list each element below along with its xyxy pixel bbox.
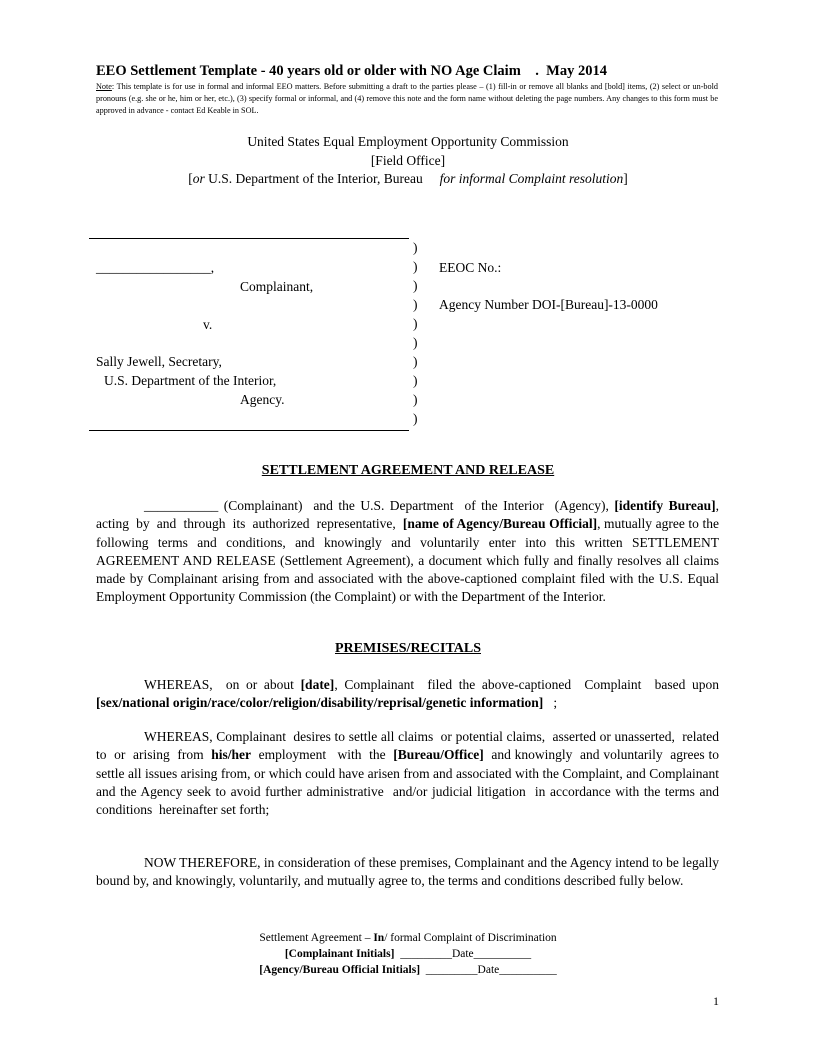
agency-label: Agency. [240,392,285,407]
agency-department: U.S. Department of the Interior, [104,373,277,388]
whereas-date-paragraph: WHEREAS, on or about [date], Complainant filed the above-captioned Complaint based upon [sex/national origin/race/color/religion/disability/reprisal/genetic information] ; [96,677,723,711]
caption-top-rule [89,238,409,239]
alternate-forum: [or U.S. Department of the Interior, Bureau for informal Complaint resolution] [188,171,628,186]
page-number: 1 [713,994,719,1008]
commission-name: United States Equal Employment Opportunity Commission [247,134,569,149]
now-therefore-paragraph: NOW THEREFORE, in consideration of these premises, Complainant and the Agency intend to be legally bound by, and knowingly, voluntarily, and mutually agree to, the terms and conditions described fully below. [96,855,719,889]
footer-form-name: Settlement Agreement – In/ formal Complaint of Discrimination [259,932,557,944]
template-note [96,81,718,117]
premises-heading: PREMISES/RECITALS [334,641,481,656]
intro-paragraph: ___________ (Complainant) and the U.S. Department of the Interior (Agency), [identify Bureau], acting by and through its authorized representative, [name of Agency/Bureau Official], mutually agree to the following terms and conditions, and knowingly and voluntarily enter into this written SETTLEMENT AGREEMENT AND RELEASE (Settlement Agreement), a document which fully and finally resolves all claims made by Complainant arising from and associated with the above-captioned complaint filed with the U.S. Equal Employment Opportunity Commission (the Complaint) or with the Department of the Interior. [96,498,726,605]
eeoc-number: EEOC No.: [439,260,502,275]
complainant-label: Complainant, [240,279,314,294]
agreement-heading: SETTLEMENT AGREEMENT AND RELEASE [261,463,555,478]
complainant-blank: _________________, [96,260,215,275]
note-label: Note [96,82,112,91]
caption-parentheses: ) ) ) ) ) ) ) ) ) ) [413,240,418,426]
note-text: : This template is for use in formal and informal EEO matters. Before submitting a draft to the parties please – (1) fill-in or remove all blanks and [bold] items, (2) select or un-bold pronouns (e.g. she or he, him or her, etc.), (3) specify formal or informal, and (4) remove this note and the form name without deleting the page numbers. Any changes to this form must be approved in advance - contact Ed Keable in SOL. [96,82,718,115]
footer-complainant-initials: [Complainant Initials] _________Date__________ [284,948,532,960]
caption-bottom-rule [89,430,409,431]
whereas-settle-paragraph: WHEREAS, Complainant desires to settle all claims or potential claims, asserted or unasserted, related to or arising from his/her employment with the [Bureau/Office] and knowingly and voluntarily agrees to settle all issues arising from, or which could have arisen from and associated with the Complaint, and Complainant and the Agency seek to avoid further administrative and/or judicial litigation in accordance with the terms and conditions hereinafter set forth; [96,729,726,818]
document-title: EEO Settlement Template - 40 years old or older with NO Age Claim . May 2014 [96,63,607,79]
agency-head: Sally Jewell, Secretary, [96,354,222,369]
agency-number: Agency Number DOI-[Bureau]-13-0000 [439,297,658,312]
field-office: [Field Office] [370,153,446,168]
versus-label: v. [203,317,213,332]
footer-agency-initials: [Agency/Bureau Official Initials] _________Date__________ [259,964,557,976]
